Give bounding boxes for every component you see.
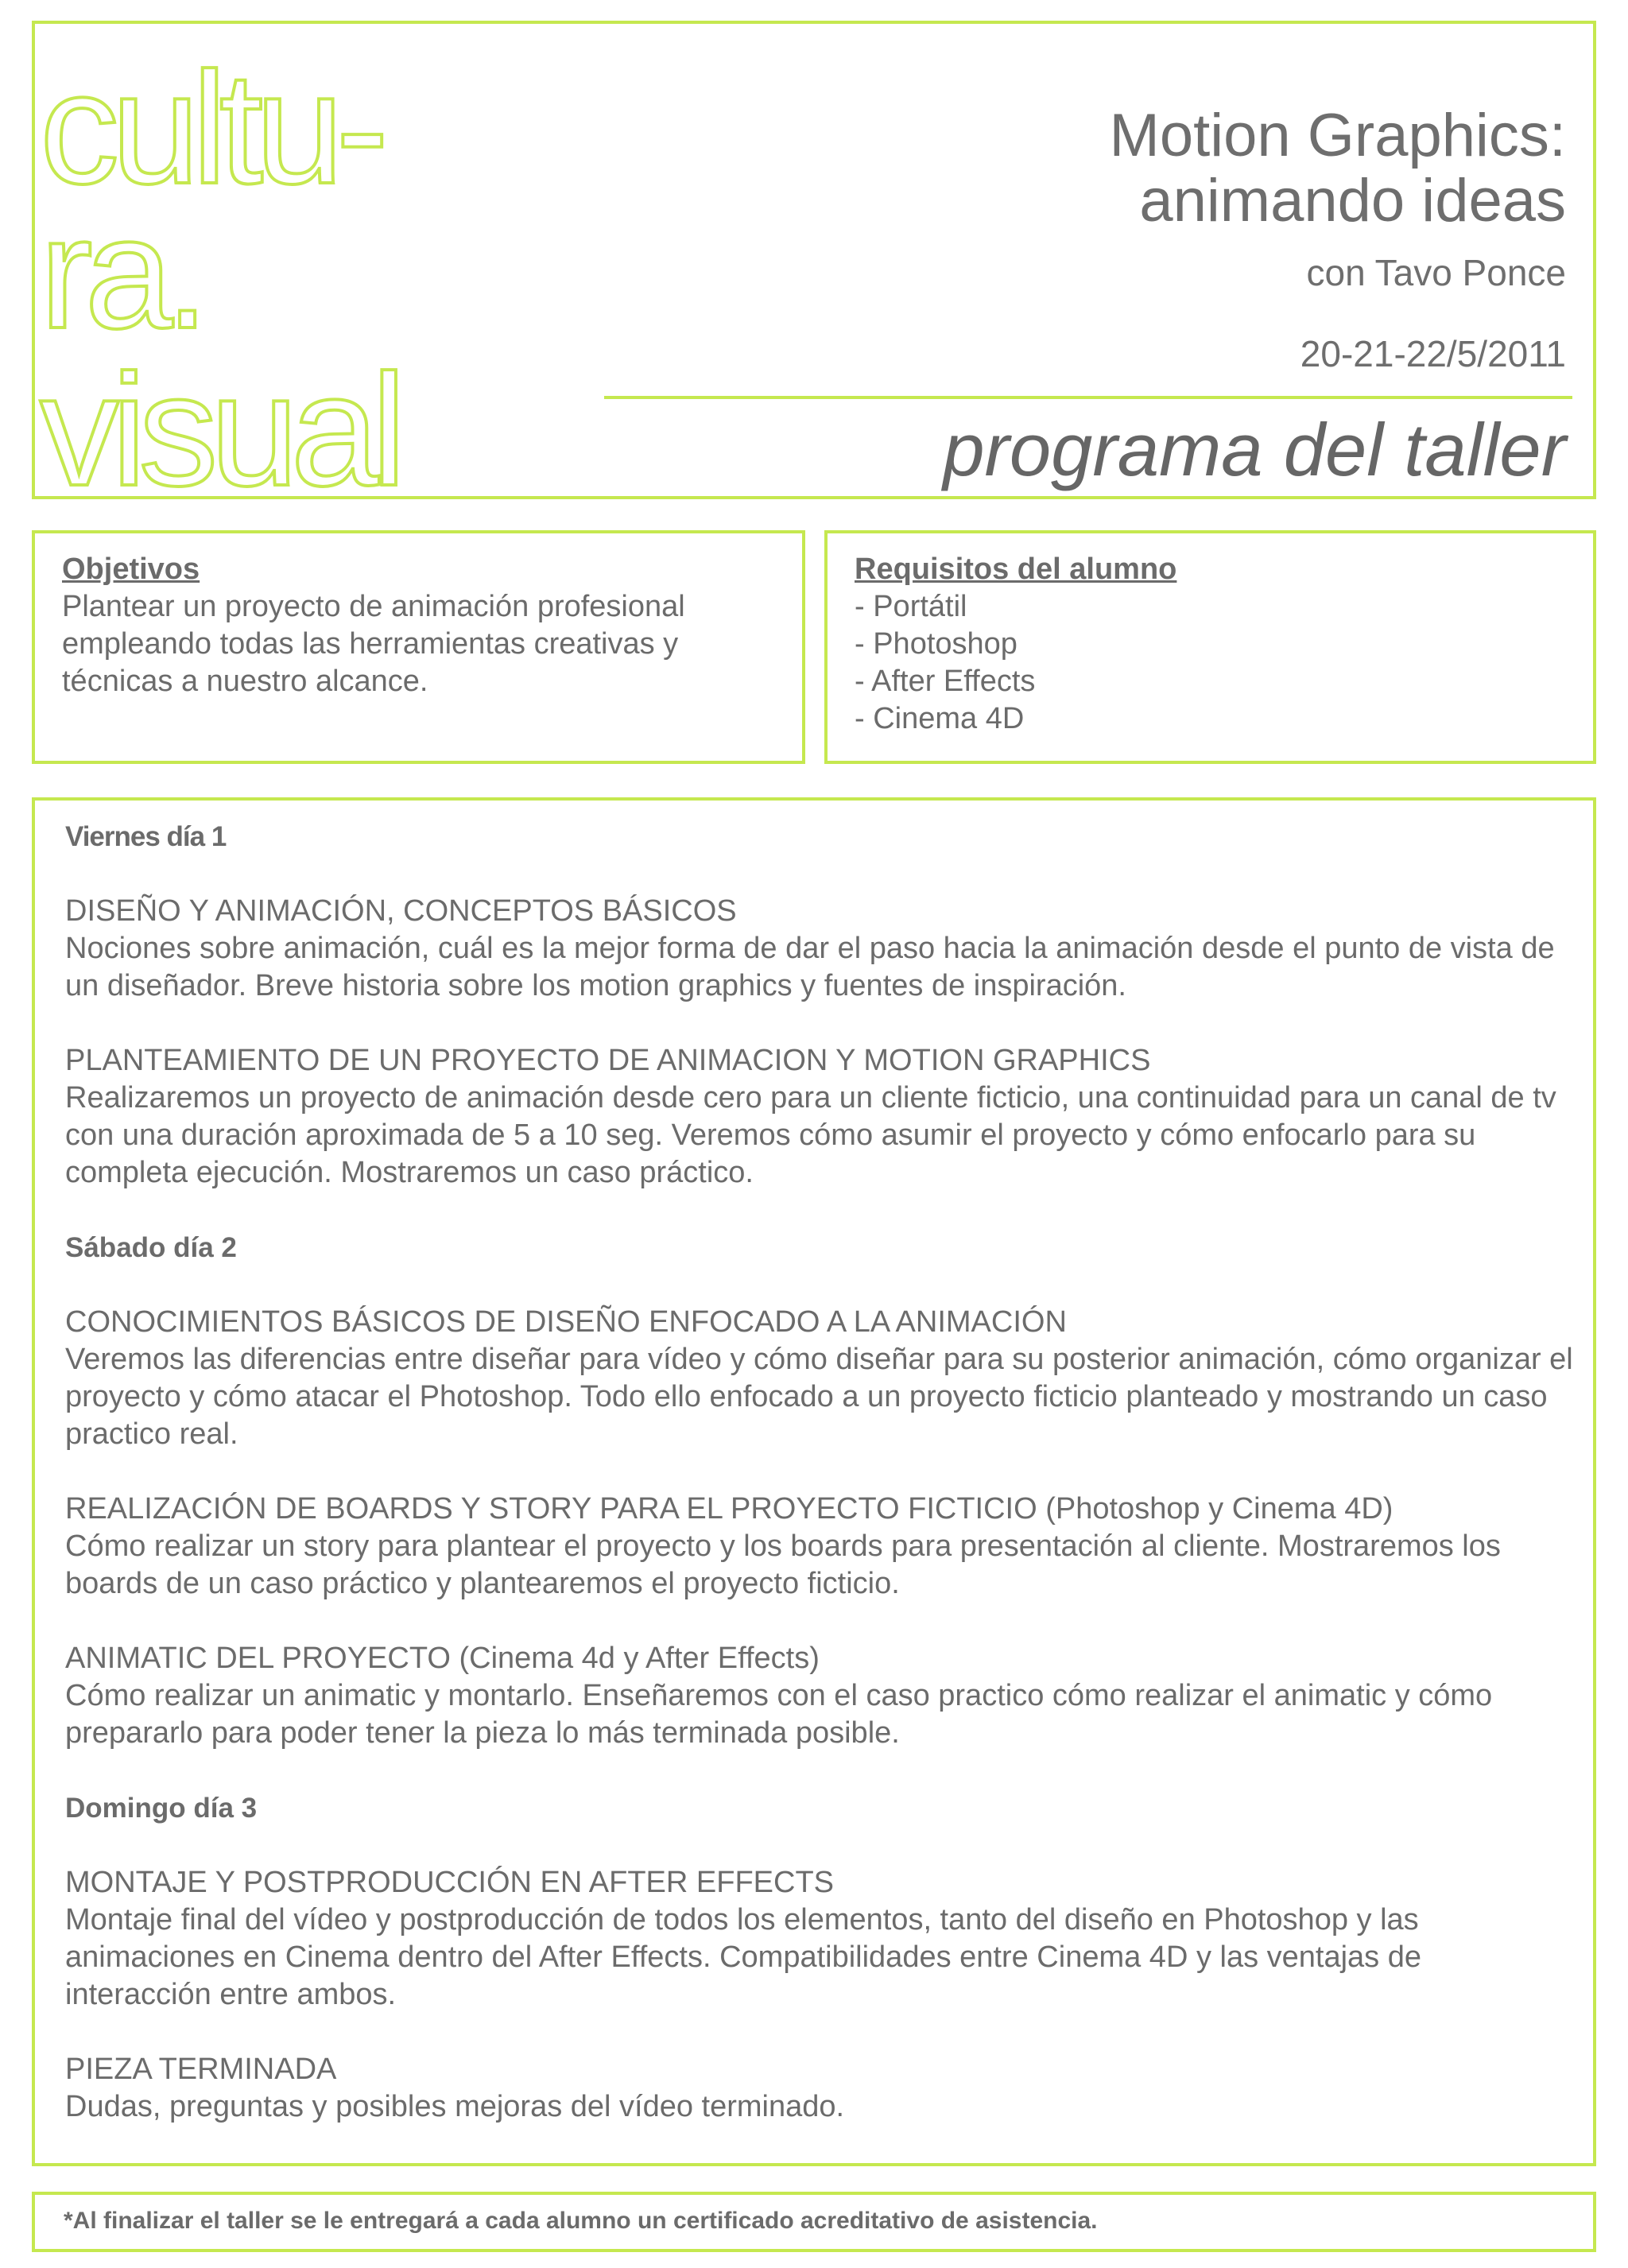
requirements-box [824, 530, 1596, 764]
session [65, 2051, 1576, 2126]
workshop-dates: 20-21-22/5/2011 [1300, 333, 1566, 374]
session-title: REALIZACIÓN DE BOARDS Y STORY PARA EL PROYECTO FICTICIO [65, 1492, 1037, 1526]
cultura-visual-logo [35, 24, 639, 501]
session-title: CONOCIMIENTOS BÁSICOS DE DISEÑO ENFOCADO A LA ANIMACIÓN [65, 1305, 1067, 1339]
objectives-text: Plantear un proyecto de animación profesional empleando todas las herramientas creativas y técnicas a nuestro alcance. [62, 590, 685, 698]
requirement-item: - After Effects [855, 665, 1036, 698]
session-title: PIEZA TERMINADA [65, 2053, 337, 2086]
logo-line-2: ra. [40, 184, 202, 362]
session-title: PLANTEAMIENTO DE UN PROYECTO DE ANIMACION Y MOTION GRAPHICS [65, 1044, 1151, 1077]
workshop-title-line-2: animando ideas [1139, 167, 1566, 235]
session [65, 1864, 1576, 2014]
session-title: ANIMATIC DEL PROYECTO [65, 1642, 451, 1675]
requirements-heading: Requisitos del alumno [855, 552, 1177, 586]
session [65, 893, 1576, 1005]
footer-box [32, 2192, 1596, 2252]
day-title: Sábado día 2 [65, 1232, 237, 1263]
program-box [32, 797, 1596, 2166]
requirement-item: - Cinema 4D [855, 702, 1025, 735]
session-title: MONTAJE Y POSTPRODUCCIÓN EN AFTER EFFECTS [65, 1866, 834, 1899]
session-description: Montaje final del vídeo y postproducción de todos los elementos, tanto del diseño en Photoshop y las animaciones en Cinema dentro del After Effects. Compatibilidades entre Cinema 4D y las ventajas de interacción entre ambos. [65, 1903, 1421, 2011]
session-title: DISEÑO Y ANIMACIÓN, CONCEPTOS BÁSICOS [65, 894, 737, 928]
session-software-note: (Cinema 4d y After Effects) [459, 1642, 820, 1675]
instructor-name: con Tavo Ponce [1306, 252, 1566, 293]
requirement-item: - Photoshop [855, 627, 1018, 661]
objectives-heading: Objetivos [62, 552, 200, 586]
session-description: Realizaremos un proyecto de animación desde cero para un cliente ficticio, una continuidad para un canal de tv con una duración aproximada de 5 a 10 seg. Veremos cómo asumir el proyecto y cómo enfocarlo para su completa ejecución. Mostraremos un caso práctico. [65, 1081, 1556, 1189]
workshop-title-line-1: Motion Graphics: [1109, 102, 1566, 169]
session [65, 1304, 1576, 1453]
session [65, 1042, 1576, 1192]
session [65, 1491, 1576, 1603]
certificate-note: *Al finalizar el taller se le entregará a cada alumno un certificado acreditativo de asistencia. [64, 2208, 1098, 2234]
session-software-note: (Photoshop y Cinema 4D) [1045, 1492, 1393, 1526]
session-description: Veremos las diferencias entre diseñar para vídeo y cómo diseñar para su posterior animación, cómo organizar el proyecto y cómo atacar el Photoshop. Todo ello enfocado a un proyecto ficticio planteado y mostrando un caso practico real. [65, 1343, 1573, 1451]
objectives-box [32, 530, 805, 764]
logo-line-1: cultu- [40, 40, 382, 217]
logo-line-3: visual [40, 342, 399, 501]
day-title: Domingo día 3 [65, 1793, 258, 1824]
program-label: programa del taller [943, 408, 1566, 491]
requirement-item: - Portátil [855, 590, 967, 623]
session-description: Nociones sobre animación, cuál es la mejor forma de dar el paso hacia la animación desde el punto de vista de un diseñador. Breve historia sobre los motion graphics y fuentes de inspiración. [65, 932, 1555, 1002]
day-title: Viernes día 1 [65, 821, 227, 852]
session-description: Cómo realizar un animatic y montarlo. Enseñaremos con el caso practico cómo realizar el animatic y cómo prepararlo para poder tener la pieza lo más terminada posible. [65, 1679, 1493, 1750]
session-description: Dudas, preguntas y posibles mejoras del vídeo terminado. [65, 2090, 845, 2123]
header-divider [604, 396, 1572, 399]
session [65, 1640, 1576, 1752]
session-description: Cómo realizar un story para plantear el proyecto y los boards para presentación al cliente. Mostraremos los boards de un caso práctico y plantearemos el proyecto ficticio. [65, 1529, 1501, 1600]
header-box [32, 21, 1596, 499]
workshop-title [1110, 103, 1566, 234]
